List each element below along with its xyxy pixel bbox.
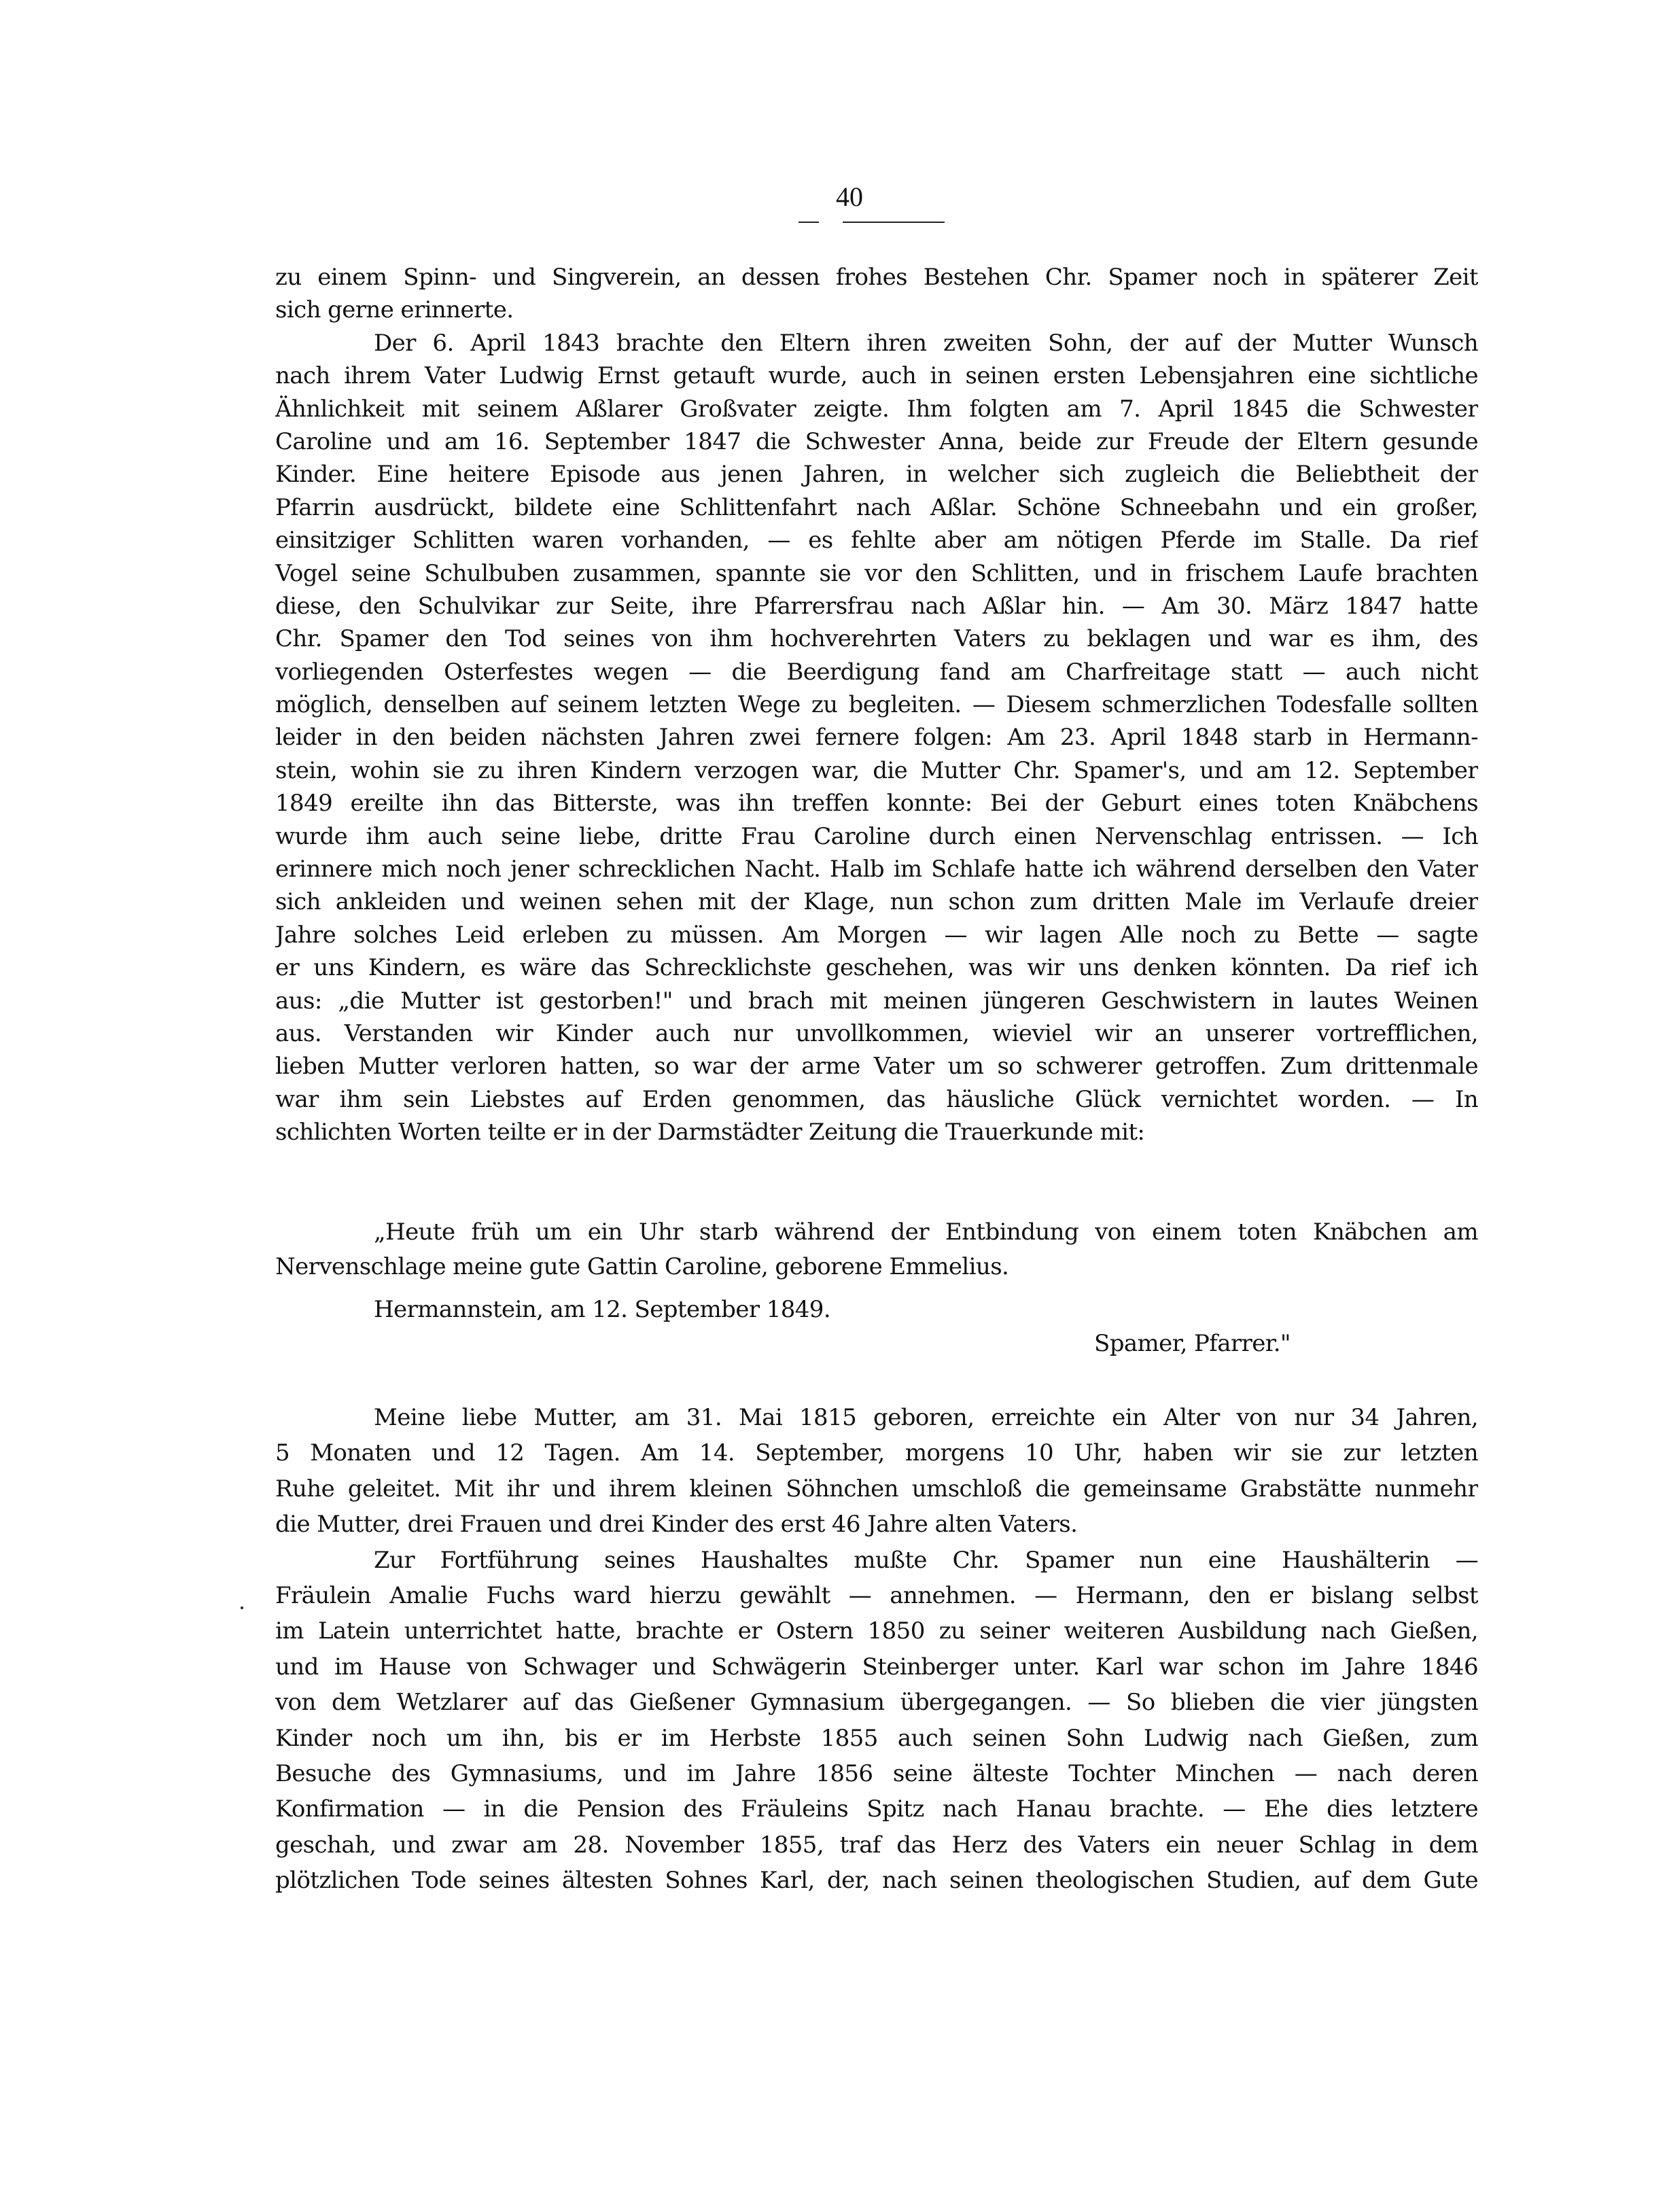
text-line: vorliegenden Osterfestes wegen — die Beerdigung fand am Charfreitage statt — auch nicht (275, 658, 1478, 686)
text-line: 5 Monaten und 12 Tagen. Am 14. September, morgens 10 Uhr, haben wir sie zur letzten (275, 1439, 1478, 1467)
header-rule (843, 222, 945, 223)
text-line: Ähnlichkeit mit seinem Aßlarer Großvater zeigte. Ihm folgten am 7. April 1845 die Schwester (275, 395, 1478, 423)
text-line: und im Hause von Schwager und Schwägerin Steinberger unter. Karl war schon im Jahre 1846 (275, 1653, 1478, 1681)
body-text-upper (275, 261, 1478, 1149)
quote-line: Nervenschlage meine gute Gattin Caroline, geborene Emmelius. (275, 1253, 1009, 1280)
text-line: aus. Verstanden wir Kinder auch nur unvollkommen, wieviel wir an unserer vortrefflichen, (275, 1019, 1478, 1047)
text-line: Fräulein Amalie Fuchs ward hierzu gewählt — annehmen. — Hermann, den er bislang selbst (275, 1581, 1478, 1609)
text-line: geschah, und zwar am 28. November 1855, traf das Herz des Vaters ein neuer Schlag in dem (275, 1831, 1478, 1859)
text-line: Jahre solches Leid erleben zu müssen. Am Morgen — wir lagen Alle noch zu Bette — sagte (275, 921, 1478, 949)
paragraph-start-line: Der 6. April 1843 brachte den Eltern ihren zweiten Sohn, der auf der Mutter Wunsch (374, 329, 1478, 357)
text-line: Besuche des Gymnasiums, und im Jahre 1856 seine älteste Tochter Minchen — nach deren (275, 1759, 1478, 1787)
text-line: war ihm sein Liebstes auf Erden genommen, das häusliche Glück vernichtet worden. — In (275, 1085, 1478, 1113)
text-line: Chr. Spamer den Tod seines von ihm hochverehrten Vaters zu beklagen und war es ihm, des (275, 625, 1478, 653)
text-line: Pfarrin ausdrückt, bildete eine Schlittenfahrt nach Aßlar. Schöne Schneebahn und ein großer, (275, 493, 1478, 521)
paragraph-start-line: Zur Fortführung seines Haushaltes mußte Chr. Spamer nun eine Haushälterin — (374, 1546, 1478, 1574)
text-line: sich ankleiden und weinen sehen mit der Klage, nun schon zum dritten Male im Verlaufe dreier (275, 888, 1478, 916)
text-line: lieben Mutter verloren hatten, so war der arme Vater um so schwerer getroffen. Zum drittenmale (275, 1053, 1478, 1081)
text-line: Caroline und am 16. September 1847 die Schwester Anna, beide zur Freude der Eltern gesunde (275, 427, 1478, 455)
text-line: zu einem Spinn- und Singverein, an dessen frohes Bestehen Chr. Spamer noch in späterer Zeit (275, 264, 1478, 291)
newspaper-quote (275, 1215, 1478, 1284)
text-line: plötzlichen Tode seines ältesten Sohnes Karl, der, nach seinen theologischen Studien, auf dem Gute (275, 1867, 1478, 1895)
text-line: möglich, denselben auf seinem letzten Wege zu begleiten. — Diesem schmerzlichen Todesfalle sollten (275, 691, 1478, 719)
text-line: diese, den Schulvikar zur Seite, ihre Pfarrersfrau nach Aßlar hin. — Am 30. März 1847 hatte (275, 592, 1478, 620)
text-line: im Latein unterrichtet hatte, brachte er Ostern 1850 zu seiner weiteren Ausbildung nach Gießen, (275, 1617, 1478, 1645)
text-line: erinnere mich noch jener schrecklichen Nacht. Halb im Schlafe hatte ich während derselben den Vater (275, 856, 1478, 883)
quote-signature: Spamer, Pfarrer." (1094, 1330, 1291, 1357)
text-line: stein, wohin sie zu ihren Kindern verzogen war, die Mutter Chr. Spamer's, und am 12. September (275, 756, 1478, 784)
text-line: aus: „die Mutter ist gestorben!" und brach mit meinen jüngeren Geschwistern in lautes Weinen (275, 987, 1478, 1015)
text-line: sich gerne erinnerte. (275, 296, 514, 324)
text-line: Kinder. Eine heitere Episode aus jenen Jahren, in welcher sich zugleich die Beliebtheit der (275, 461, 1478, 489)
text-line: die Mutter, drei Frauen und drei Kinder des erst 46 Jahre alten Vaters. (275, 1511, 1078, 1539)
text-line: Vogel seine Schulbuben zusammen, spannte sie vor den Schlitten, und in frischem Laufe brachten (275, 559, 1478, 587)
body-text-lower (275, 1400, 1478, 1898)
text-line: schlichten Worten teilte er in der Darmstädter Zeitung die Trauerkunde mit: (275, 1119, 1145, 1146)
margin-dot (241, 1607, 243, 1609)
paragraph-start-line: Meine liebe Mutter, am 31. Mai 1815 geboren, erreichte ein Alter von nur 34 Jahren, (374, 1404, 1478, 1431)
text-line: er uns Kindern, es wäre das Schrecklichste geschehen, was wir uns denken könnten. Da rief ich (275, 954, 1478, 982)
text-line: 1849 ereilte ihn das Bitterste, was ihn treffen konnte: Bei der Geburt eines toten Knäbchens (275, 790, 1478, 818)
header-rule (799, 222, 819, 223)
text-line: leider in den beiden nächsten Jahren zwei fernere folgen: Am 23. April 1848 starb in Hermann- (275, 724, 1478, 752)
text-line: von dem Wetzlarer auf das Gießener Gymnasium übergegangen. — So blieben die vier jüngsten (275, 1689, 1478, 1717)
text-line: Kinder noch um ihn, bis er im Herbste 1855 auch seinen Sohn Ludwig nach Gießen, zum (275, 1724, 1478, 1752)
quote-line: „Heute früh um ein Uhr starb während der Entbindung von einem toten Knäbchen am (374, 1218, 1478, 1246)
text-line: einsitziger Schlitten waren vorhanden, — es fehlte aber am nötigen Pferde im Stalle. Da rief (275, 527, 1478, 555)
quote-dateline: Hermannstein, am 12. September 1849. (374, 1296, 831, 1323)
text-line: wurde ihm auch seine liebe, dritte Frau Caroline durch einen Nervenschlag entrissen. — Ich (275, 822, 1478, 850)
text-line: nach ihrem Vater Ludwig Ernst getauft wurde, auch in seinen ersten Lebensjahren eine sichtliche (275, 362, 1478, 390)
page-number: 40 (836, 181, 863, 212)
text-line: Konfirmation — in die Pension des Fräuleins Spitz nach Hanau brachte. — Ehe dies letztere (275, 1795, 1478, 1823)
text-line: Ruhe geleitet. Mit ihr und ihrem kleinen Söhnchen umschloß die gemeinsame Grabstätte nunmehr (275, 1475, 1478, 1503)
